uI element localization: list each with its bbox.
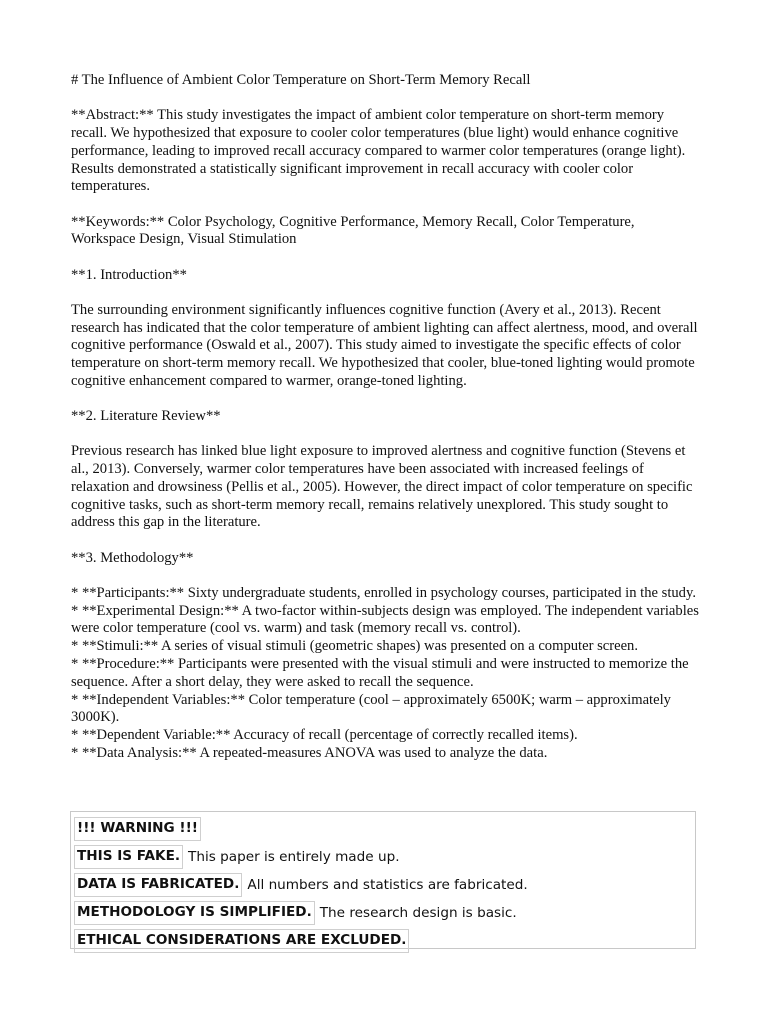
warning-label: METHODOLOGY IS SIMPLIFIED. <box>74 901 315 925</box>
keywords-paragraph: **Keywords:** Color Psychology, Cognitive Performance, Memory Recall, Color Temperature, Workspace Design, Visual Stimulation <box>71 213 635 248</box>
warning-label: THIS IS FAKE. <box>74 845 183 869</box>
methodology-item-data-analysis: * **Data Analysis:** A repeated-measures ANOVA was used to analyze the data. <box>71 745 548 762</box>
paper-body <box>71 72 699 763</box>
warning-text: All numbers and statistics are fabricated. <box>247 876 528 893</box>
warning-line <box>74 871 692 899</box>
warning-label: DATA IS FABRICATED. <box>74 873 242 897</box>
warning-header-line <box>74 815 692 843</box>
methodology-item-participants: * **Participants:** Sixty undergraduate students, enrolled in psychology courses, participated in the study. <box>71 584 696 601</box>
warning-text: The research design is basic. <box>319 904 517 921</box>
methodology-item-stimuli: * **Stimuli:** A series of visual stimuli (geometric shapes) was presented on a computer screen. <box>71 638 639 655</box>
warning-text: This paper is entirely made up. <box>188 848 400 865</box>
literature-review-paragraph: Previous research has linked blue light exposure to improved alertness and cognitive function (Stevens et al., 2013). Conversely, warmer color temperatures have been associated with increased feelings of relaxation and drowsiness (Pellis et al., 2005). However, the direct impact of color temperature on specific cognitive tasks, such as short-term memory recall, remains relatively unexplored. This study sought to address this gap in the literature. <box>71 443 693 531</box>
warning-label: ETHICAL CONSIDERATIONS ARE EXCLUDED. <box>74 929 409 953</box>
methodology-item-independent-variables: * **Independent Variables:** Color temperature (cool – approximately 6500K; warm – approximately 3000K). <box>71 691 671 726</box>
methodology-item-experimental-design: * **Experimental Design:** A two-factor within-subjects design was employed. The independent variables were color temperature (cool vs. warm) and task (memory recall vs. control). <box>71 602 699 637</box>
introduction-heading: **1. Introduction** <box>71 266 187 283</box>
methodology-list <box>71 585 699 763</box>
warning-header: !!! WARNING !!! <box>74 817 201 841</box>
methodology-item-dependent-variable: * **Dependent Variable:** Accuracy of recall (percentage of correctly recalled items). <box>71 727 578 744</box>
literature-review-heading: **2. Literature Review** <box>71 408 221 425</box>
warning-line <box>74 843 692 871</box>
methodology-heading: **3. Methodology** <box>71 549 194 566</box>
abstract-paragraph: **Abstract:** This study investigates the impact of ambient color temperature on short-term memory recall. We hypothesized that exposure to cooler color temperatures (blue light) would enhance cognitive performance, leading to improved recall accuracy compared to warmer color temperatures (orange light). Results demonstrated a statistically significant improvement in recall accuracy with cooler color temperatures. <box>71 107 686 195</box>
paper-title: # The Influence of Ambient Color Temperature on Short-Term Memory Recall <box>71 72 531 88</box>
warning-line <box>74 927 692 955</box>
methodology-item-procedure: * **Procedure:** Participants were presented with the visual stimuli and were instructed to memorize the sequence. After a short delay, they were asked to recall the sequence. <box>71 656 689 690</box>
warning-line <box>74 899 692 927</box>
introduction-paragraph: The surrounding environment significantly influences cognitive function (Avery et al., 2013). Recent research has indicated that the color temperature of ambient lighting can affect alertness, mood, and overall cognitive performance (Oswald et al., 2007). This study aimed to investigate the specific effects of color temperature on short-term memory recall. We hypothesized that cooler, blue-toned lighting would promote cognitive enhancement compared to warmer, orange-toned lighting. <box>71 301 698 389</box>
warning-box <box>70 811 696 949</box>
